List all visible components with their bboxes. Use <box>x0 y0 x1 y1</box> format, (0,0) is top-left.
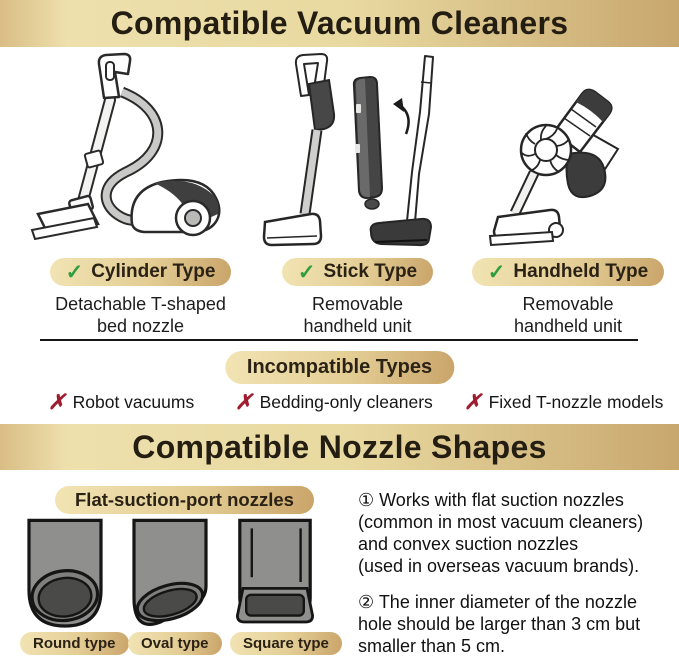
note-2: ② The inner diameter of the nozzle hole should be larger than 3 cm but smaller than 5 cm. <box>358 592 641 656</box>
incompatible-item <box>235 392 433 413</box>
handheld-vacuum-illustration <box>468 52 668 258</box>
incompatible-item-label: Robot vacuums <box>72 392 195 412</box>
nozzle-section-title: Compatible Nozzle Shapes <box>132 428 547 465</box>
square-nozzle-illustration <box>235 518 315 630</box>
square-type-label: Square type <box>230 632 342 655</box>
stick-vacuum-icon <box>255 52 460 258</box>
incompatible-types-badge <box>225 351 454 384</box>
round-type-label: Round type <box>20 632 129 655</box>
type-badge-label: Handheld Type <box>513 261 649 282</box>
x-icon: ✗ <box>235 391 253 414</box>
incompatible-item-label: Bedding-only cleaners <box>259 392 433 412</box>
incompatible-title: Incompatible Types <box>246 356 433 378</box>
type-badge-stick <box>282 258 433 286</box>
x-icon: ✗ <box>464 391 482 414</box>
type-badge-handheld <box>472 258 664 286</box>
round-nozzle-icon <box>25 518 105 630</box>
type-description: Removable handheld unit <box>303 294 412 336</box>
stick-vacuum-illustration <box>255 52 460 258</box>
header-banner <box>0 0 679 47</box>
x-icon: ✗ <box>48 391 66 414</box>
column-stick-type <box>255 52 460 337</box>
type-badge-cylinder <box>50 258 232 286</box>
cylinder-vacuum-illustration <box>18 52 263 258</box>
column-handheld-type <box>468 52 668 337</box>
type-description: Detachable T-shaped bed nozzle <box>55 294 226 336</box>
oval-type-label: Oval type <box>128 632 222 655</box>
nozzle-section-banner <box>0 424 679 470</box>
check-icon: ✓ <box>487 260 506 284</box>
check-icon: ✓ <box>65 260 84 284</box>
incompatible-item <box>464 392 663 413</box>
handheld-vacuum-icon <box>468 52 668 258</box>
nozzle-notes <box>358 489 673 657</box>
incompatible-item <box>48 392 194 413</box>
note-1: ① Works with flat suction nozzles (common in most vacuum cleaners) and convex suction nozzles (used in overseas vacuum brands). <box>358 490 644 576</box>
flat-suction-port-label: Flat-suction-port nozzles <box>75 489 294 510</box>
type-description: Removable handheld unit <box>513 294 623 336</box>
check-icon: ✓ <box>297 260 316 284</box>
square-nozzle-icon <box>235 518 315 630</box>
round-nozzle-illustration <box>25 518 105 630</box>
section-divider <box>40 339 638 341</box>
type-badge-label: Cylinder Type <box>91 261 216 282</box>
type-badge-label: Stick Type <box>323 261 418 282</box>
page-title: Compatible Vacuum Cleaners <box>110 5 569 41</box>
cylinder-vacuum-icon <box>18 52 263 258</box>
incompatible-item-label: Fixed T-nozzle models <box>488 392 664 412</box>
oval-nozzle-icon <box>130 518 210 630</box>
flat-suction-port-badge <box>55 486 314 514</box>
oval-nozzle-illustration <box>130 518 210 630</box>
column-cylinder-type <box>18 52 263 337</box>
